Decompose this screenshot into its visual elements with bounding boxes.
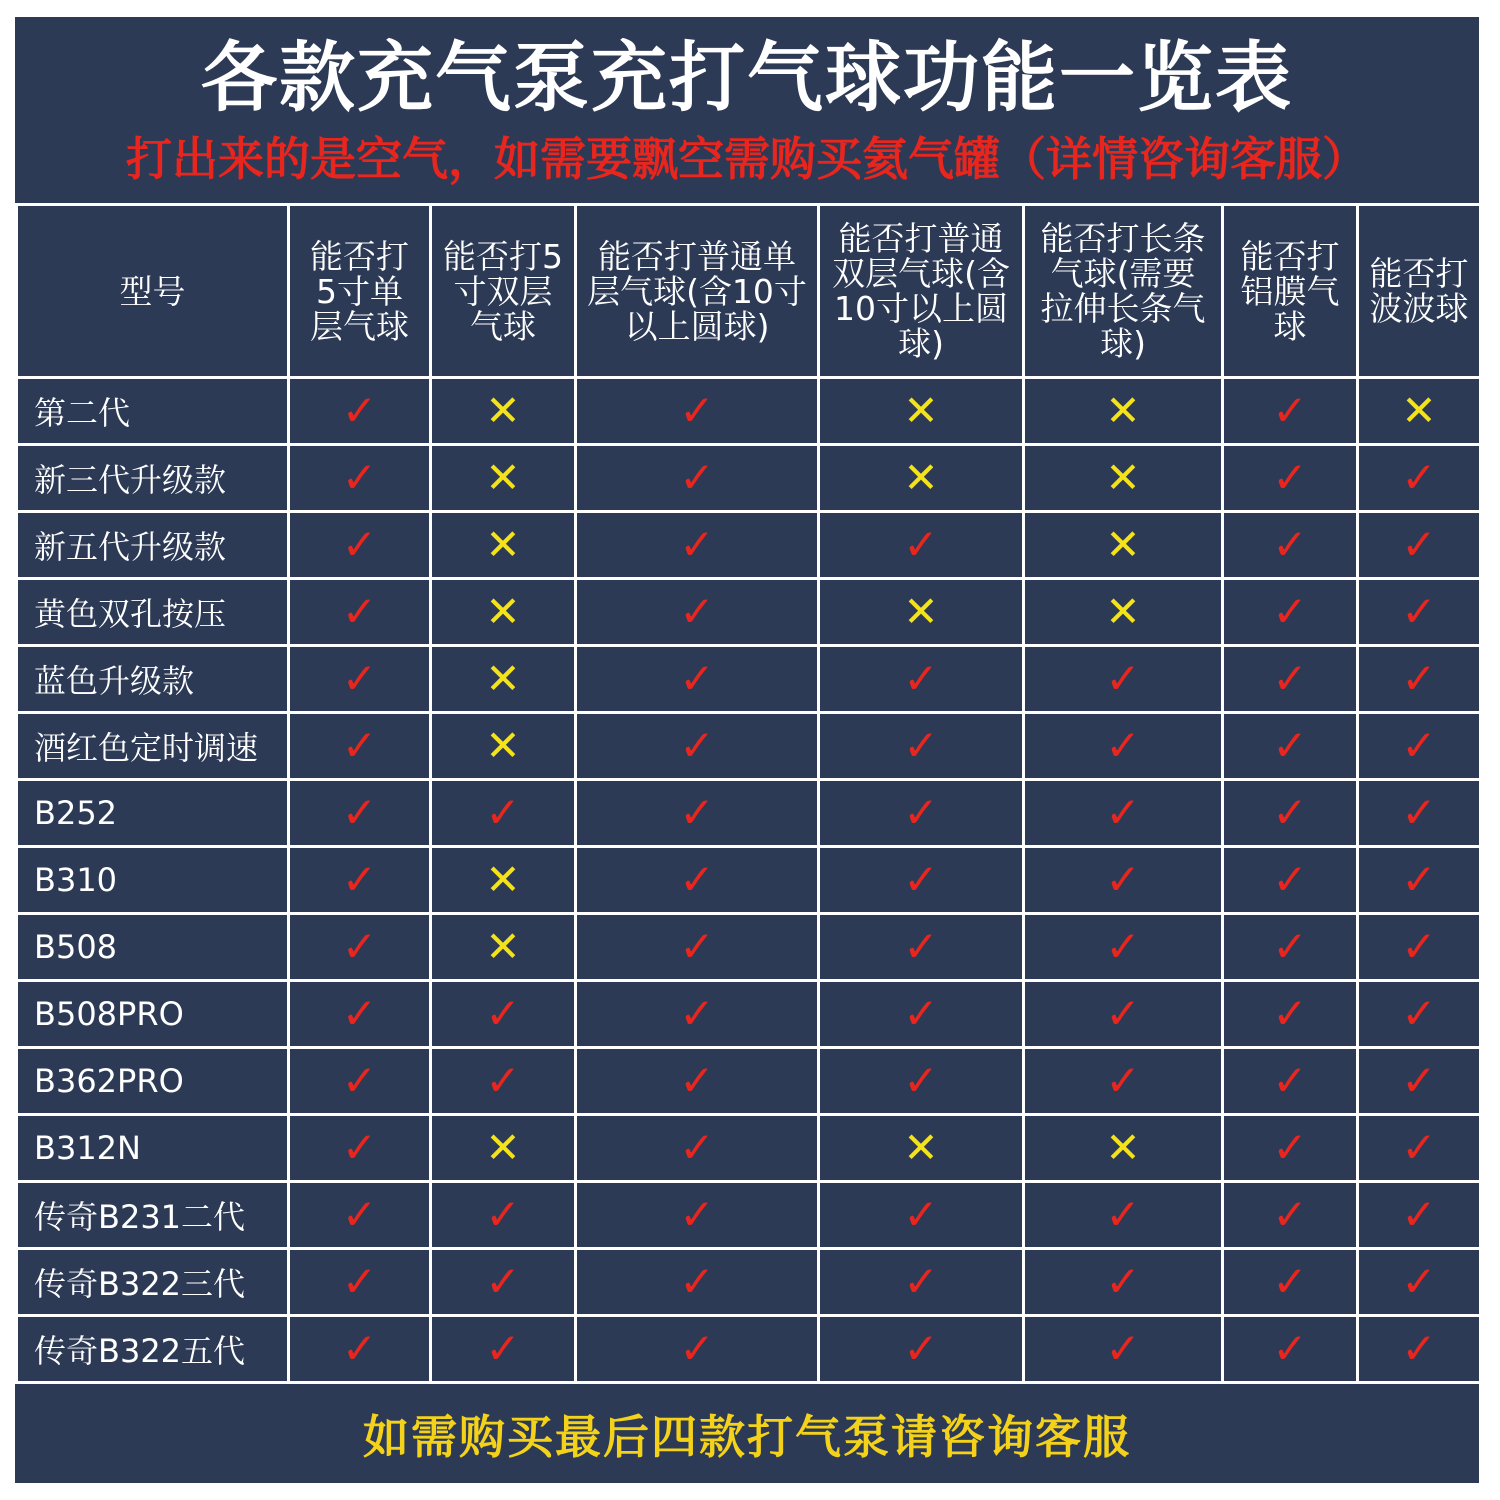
model-name-cell: B508PRO — [17, 981, 289, 1048]
support-cell — [431, 914, 576, 981]
column-header — [1358, 205, 1481, 378]
support-cell — [1358, 646, 1481, 713]
check-icon: ✓ — [1272, 922, 1308, 971]
check-icon: ✓ — [1105, 922, 1141, 971]
check-icon: ✓ — [341, 1190, 378, 1239]
cross-icon: ✕ — [485, 654, 521, 703]
table-row — [17, 1182, 1481, 1249]
support-cell — [819, 378, 1024, 445]
check-icon: ✓ — [1272, 587, 1308, 636]
check-icon: ✓ — [679, 922, 715, 971]
check-icon: ✓ — [1401, 721, 1437, 770]
support-cell — [819, 512, 1024, 579]
cross-icon: ✕ — [485, 453, 521, 502]
support-cell — [431, 981, 576, 1048]
support-cell — [1024, 445, 1223, 512]
column-header-label: 能否打波波球 — [1369, 254, 1469, 328]
support-cell — [289, 646, 431, 713]
check-icon: ✓ — [679, 989, 715, 1038]
support-cell — [1024, 512, 1223, 579]
cross-icon: ✕ — [903, 1123, 939, 1172]
model-name-cell: 新三代升级款 — [17, 445, 289, 512]
check-icon: ✓ — [341, 587, 378, 636]
check-icon: ✓ — [903, 855, 939, 904]
table-row — [17, 378, 1481, 445]
check-icon: ✓ — [1272, 855, 1308, 904]
table-row — [17, 512, 1481, 579]
support-cell — [819, 780, 1024, 847]
model-name-cell: 蓝色升级款 — [17, 646, 289, 713]
model-name-cell: 酒红色定时调速 — [17, 713, 289, 780]
check-icon: ✓ — [1401, 453, 1437, 502]
table-row — [17, 1048, 1481, 1115]
table-body — [17, 378, 1481, 1383]
model-name-cell: 黄色双孔按压 — [17, 579, 289, 646]
check-icon: ✓ — [1105, 1190, 1141, 1239]
support-cell — [431, 1115, 576, 1182]
check-icon: ✓ — [1401, 1324, 1437, 1373]
support-cell — [289, 713, 431, 780]
table-header-row — [17, 205, 1481, 378]
support-cell — [289, 914, 431, 981]
support-cell — [289, 1115, 431, 1182]
support-cell — [1024, 780, 1223, 847]
check-icon: ✓ — [1105, 721, 1141, 770]
support-cell — [1358, 579, 1481, 646]
support-cell — [819, 847, 1024, 914]
footer-note: 如需购买最后四款打气泵请咨询客服 — [363, 1410, 1131, 1464]
support-cell — [1358, 847, 1481, 914]
cross-icon: ✕ — [485, 922, 521, 971]
cross-icon: ✕ — [1105, 1123, 1141, 1172]
model-name-cell: B312N — [17, 1115, 289, 1182]
cross-icon: ✕ — [485, 520, 521, 569]
cross-icon: ✕ — [485, 386, 521, 435]
check-icon: ✓ — [1105, 1056, 1141, 1105]
cross-icon: ✕ — [1105, 386, 1141, 435]
cross-icon: ✕ — [903, 386, 939, 435]
check-icon: ✓ — [903, 1324, 939, 1373]
check-icon: ✓ — [1401, 587, 1437, 636]
support-cell — [576, 1115, 819, 1182]
support-cell — [1358, 1316, 1481, 1383]
check-icon: ✓ — [341, 855, 378, 904]
check-icon: ✓ — [1401, 1190, 1437, 1239]
support-cell — [1024, 646, 1223, 713]
column-header-label: 能否打5寸单层气球 — [310, 236, 409, 346]
support-cell — [819, 646, 1024, 713]
support-cell — [289, 981, 431, 1048]
support-cell — [576, 1249, 819, 1316]
check-icon: ✓ — [1105, 1324, 1141, 1373]
support-cell — [1358, 981, 1481, 1048]
check-icon: ✓ — [1272, 788, 1308, 837]
cross-icon: ✕ — [485, 855, 521, 904]
cross-icon: ✕ — [1105, 520, 1141, 569]
support-cell — [819, 1249, 1024, 1316]
check-icon: ✓ — [1105, 989, 1141, 1038]
support-cell — [1024, 1048, 1223, 1115]
check-icon: ✓ — [341, 1324, 378, 1373]
support-cell — [431, 579, 576, 646]
check-icon: ✓ — [1272, 453, 1308, 502]
support-cell — [819, 445, 1024, 512]
check-icon: ✓ — [1401, 654, 1437, 703]
check-icon: ✓ — [485, 1257, 521, 1306]
cross-icon: ✕ — [1105, 587, 1141, 636]
support-cell — [1223, 1115, 1358, 1182]
check-icon: ✓ — [1401, 1123, 1437, 1172]
support-cell — [819, 1115, 1024, 1182]
check-icon: ✓ — [679, 1257, 715, 1306]
cross-icon: ✕ — [903, 587, 939, 636]
check-icon: ✓ — [341, 721, 378, 770]
support-cell — [1223, 512, 1358, 579]
check-icon: ✓ — [341, 1257, 378, 1306]
check-icon: ✓ — [1105, 1257, 1141, 1306]
model-name-cell: B252 — [17, 780, 289, 847]
check-icon: ✓ — [1401, 520, 1437, 569]
cross-icon: ✕ — [1401, 386, 1437, 435]
column-header-label: 能否打普通单层气球(含10寸以上圆球) — [587, 236, 807, 346]
check-icon: ✓ — [903, 721, 939, 770]
column-header — [1024, 205, 1223, 378]
support-cell — [1024, 1249, 1223, 1316]
support-cell — [1358, 1182, 1481, 1249]
support-cell — [576, 847, 819, 914]
support-cell — [819, 1048, 1024, 1115]
cross-icon: ✕ — [485, 721, 521, 770]
support-cell — [289, 1048, 431, 1115]
check-icon: ✓ — [679, 855, 715, 904]
check-icon: ✓ — [341, 1123, 378, 1172]
support-cell — [576, 445, 819, 512]
support-cell — [1223, 914, 1358, 981]
support-cell — [1223, 713, 1358, 780]
support-cell — [576, 579, 819, 646]
support-cell — [289, 1182, 431, 1249]
support-cell — [1223, 1316, 1358, 1383]
check-icon: ✓ — [341, 922, 378, 971]
page-subtitle: 打出来的是空气，如需要飘空需购买氦气罐（详情咨询客服） — [126, 132, 1368, 186]
check-icon: ✓ — [1105, 788, 1141, 837]
column-header-label: 能否打长条气球(需要拉伸长条气球) — [1040, 219, 1206, 363]
support-cell — [431, 378, 576, 445]
check-icon: ✓ — [341, 453, 378, 502]
support-cell — [431, 1316, 576, 1383]
support-cell — [1024, 713, 1223, 780]
table-row — [17, 780, 1481, 847]
support-cell — [1223, 981, 1358, 1048]
check-icon: ✓ — [1401, 1257, 1437, 1306]
model-name-cell: 传奇B231二代 — [17, 1182, 289, 1249]
page-title: 各款充气泵充打气球功能一览表 — [201, 33, 1293, 122]
column-header-label: 型号 — [119, 271, 186, 311]
support-cell — [431, 847, 576, 914]
column-header — [17, 205, 289, 378]
support-cell — [431, 512, 576, 579]
support-cell — [1223, 1048, 1358, 1115]
check-icon: ✓ — [485, 788, 521, 837]
support-cell — [576, 1048, 819, 1115]
support-cell — [1024, 1316, 1223, 1383]
support-cell — [819, 1182, 1024, 1249]
support-cell — [431, 1182, 576, 1249]
check-icon: ✓ — [341, 520, 378, 569]
support-cell — [431, 646, 576, 713]
support-cell — [1223, 1249, 1358, 1316]
comparison-sheet — [12, 14, 1482, 1486]
check-icon: ✓ — [679, 453, 715, 502]
support-cell — [1358, 713, 1481, 780]
check-icon: ✓ — [1105, 654, 1141, 703]
support-cell — [1223, 378, 1358, 445]
check-icon: ✓ — [1401, 788, 1437, 837]
column-header — [819, 205, 1024, 378]
check-icon: ✓ — [341, 1056, 378, 1105]
column-header-label: 能否打铝膜气球 — [1240, 236, 1340, 346]
support-cell — [819, 1316, 1024, 1383]
check-icon: ✓ — [485, 1324, 521, 1373]
check-icon: ✓ — [1272, 989, 1308, 1038]
support-cell — [576, 1182, 819, 1249]
cross-icon: ✕ — [485, 587, 521, 636]
check-icon: ✓ — [1272, 520, 1308, 569]
header — [15, 17, 1479, 203]
support-cell — [431, 445, 576, 512]
support-cell — [289, 1249, 431, 1316]
check-icon: ✓ — [485, 1190, 521, 1239]
support-cell — [819, 981, 1024, 1048]
support-cell — [576, 981, 819, 1048]
column-header — [1223, 205, 1358, 378]
column-header — [576, 205, 819, 378]
check-icon: ✓ — [679, 1056, 715, 1105]
support-cell — [289, 847, 431, 914]
check-icon: ✓ — [1272, 386, 1308, 435]
model-name-cell: B362PRO — [17, 1048, 289, 1115]
model-name-cell: 第二代 — [17, 378, 289, 445]
model-name-cell: 传奇B322五代 — [17, 1316, 289, 1383]
check-icon: ✓ — [1401, 1056, 1437, 1105]
model-name-cell: 传奇B322三代 — [17, 1249, 289, 1316]
support-cell — [289, 445, 431, 512]
check-icon: ✓ — [1401, 922, 1437, 971]
check-icon: ✓ — [341, 989, 378, 1038]
model-name-cell: 新五代升级款 — [17, 512, 289, 579]
cross-icon: ✕ — [903, 453, 939, 502]
support-cell — [1358, 780, 1481, 847]
support-cell — [576, 512, 819, 579]
model-name-cell: B310 — [17, 847, 289, 914]
column-header — [289, 205, 431, 378]
check-icon: ✓ — [679, 1190, 715, 1239]
table-row — [17, 1115, 1481, 1182]
support-cell — [1358, 914, 1481, 981]
support-cell — [289, 780, 431, 847]
check-icon: ✓ — [1105, 855, 1141, 904]
support-cell — [576, 646, 819, 713]
check-icon: ✓ — [1272, 1190, 1308, 1239]
support-cell — [289, 512, 431, 579]
table-row — [17, 981, 1481, 1048]
support-cell — [1358, 1249, 1481, 1316]
table-row — [17, 646, 1481, 713]
support-cell — [576, 780, 819, 847]
support-cell — [289, 579, 431, 646]
cross-icon: ✕ — [1105, 453, 1141, 502]
table-row — [17, 445, 1481, 512]
table-row — [17, 847, 1481, 914]
support-cell — [1223, 579, 1358, 646]
support-cell — [1024, 1182, 1223, 1249]
function-table — [15, 203, 1482, 1384]
support-cell — [1358, 378, 1481, 445]
support-cell — [431, 713, 576, 780]
check-icon: ✓ — [903, 1190, 939, 1239]
check-icon: ✓ — [679, 587, 715, 636]
check-icon: ✓ — [1272, 1324, 1308, 1373]
check-icon: ✓ — [679, 1324, 715, 1373]
support-cell — [1223, 847, 1358, 914]
support-cell — [1223, 646, 1358, 713]
check-icon: ✓ — [1272, 1056, 1308, 1105]
table-row — [17, 1316, 1481, 1383]
support-cell — [1024, 579, 1223, 646]
support-cell — [431, 1048, 576, 1115]
support-cell — [1358, 1115, 1481, 1182]
support-cell — [819, 579, 1024, 646]
table-row — [17, 914, 1481, 981]
support-cell — [1024, 378, 1223, 445]
support-cell — [576, 378, 819, 445]
check-icon: ✓ — [1272, 1123, 1308, 1172]
check-icon: ✓ — [1272, 654, 1308, 703]
support-cell — [1024, 847, 1223, 914]
check-icon: ✓ — [485, 989, 521, 1038]
check-icon: ✓ — [1401, 855, 1437, 904]
support-cell — [289, 1316, 431, 1383]
column-header — [431, 205, 576, 378]
column-header-label: 能否打普通双层气球(含10寸以上圆球) — [832, 219, 1010, 363]
check-icon: ✓ — [679, 654, 715, 703]
check-icon: ✓ — [679, 520, 715, 569]
support-cell — [576, 1316, 819, 1383]
model-name-cell: B508 — [17, 914, 289, 981]
support-cell — [431, 780, 576, 847]
cross-icon: ✕ — [485, 1123, 521, 1172]
check-icon: ✓ — [679, 788, 715, 837]
check-icon: ✓ — [341, 386, 378, 435]
check-icon: ✓ — [341, 788, 378, 837]
support-cell — [1024, 1115, 1223, 1182]
support-cell — [1358, 1048, 1481, 1115]
support-cell — [1358, 445, 1481, 512]
table-row — [17, 713, 1481, 780]
support-cell — [1358, 512, 1481, 579]
support-cell — [1223, 445, 1358, 512]
check-icon: ✓ — [1272, 1257, 1308, 1306]
check-icon: ✓ — [903, 1056, 939, 1105]
support-cell — [1024, 981, 1223, 1048]
support-cell — [1223, 780, 1358, 847]
check-icon: ✓ — [679, 386, 715, 435]
column-header-label: 能否打5寸双层气球 — [443, 236, 563, 346]
check-icon: ✓ — [903, 989, 939, 1038]
check-icon: ✓ — [1401, 989, 1437, 1038]
support-cell — [1223, 1182, 1358, 1249]
support-cell — [1024, 914, 1223, 981]
table-row — [17, 1249, 1481, 1316]
check-icon: ✓ — [341, 654, 378, 703]
support-cell — [576, 713, 819, 780]
check-icon: ✓ — [903, 1257, 939, 1306]
check-icon: ✓ — [485, 1056, 521, 1105]
support-cell — [289, 378, 431, 445]
check-icon: ✓ — [679, 721, 715, 770]
check-icon: ✓ — [903, 922, 939, 971]
check-icon: ✓ — [903, 520, 939, 569]
check-icon: ✓ — [679, 1123, 715, 1172]
check-icon: ✓ — [1272, 721, 1308, 770]
check-icon: ✓ — [903, 788, 939, 837]
table-row — [17, 579, 1481, 646]
support-cell — [431, 1249, 576, 1316]
check-icon: ✓ — [903, 654, 939, 703]
support-cell — [819, 713, 1024, 780]
support-cell — [819, 914, 1024, 981]
support-cell — [576, 914, 819, 981]
